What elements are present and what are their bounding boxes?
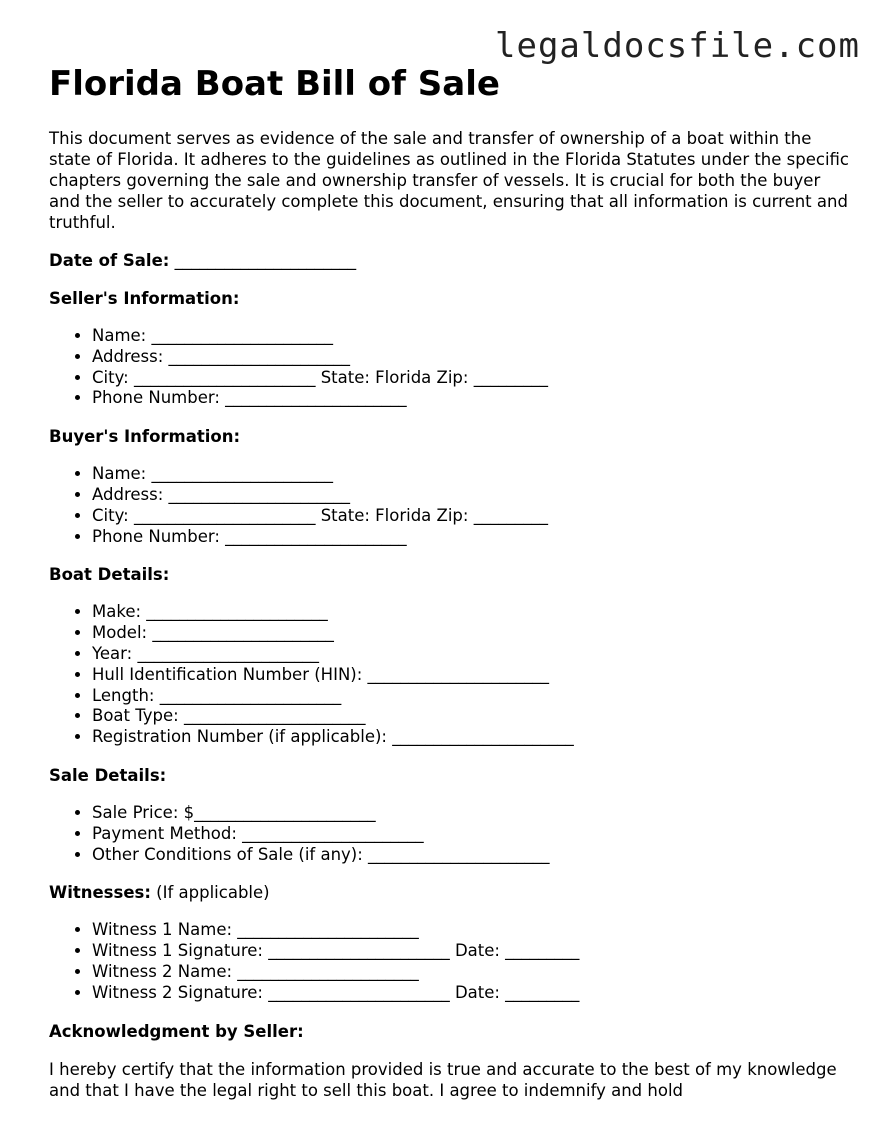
list-item: • Model: ______________________ [92, 623, 849, 644]
watermark: legaldocsfile.com [495, 26, 860, 66]
date-of-sale [49, 250, 849, 271]
list-item: • Payment Method: ______________________ [92, 824, 849, 845]
sale-list [49, 803, 849, 865]
buyer-list [49, 464, 849, 547]
witnesses-heading [49, 882, 849, 903]
list-item: • Boat Type: ______________________ [92, 706, 849, 727]
page-title: Florida Boat Bill of Sale [49, 64, 500, 104]
list-item: • City: ______________________ State: Florida Zip: _________ [92, 368, 849, 389]
document [49, 64, 849, 1101]
witnesses-note: (If applicable) [150, 883, 270, 903]
list-item: • Hull Identification Number (HIN): ______________________ [92, 665, 849, 686]
list-item: • Year: ______________________ [92, 644, 849, 665]
intro-paragraph: This document serves as evidence of the sale and transfer of ownership of a boat within the state of Florida. It adheres to the guidelines as outlined in the Florida Statutes under the specific chapters governing the sale and ownership transfer of vessels. It is crucial for both the buyer and the seller to accurately complete this document, ensuring that all information is current and truthful. [49, 129, 850, 232]
list-item: • Sale Price: $______________________ [92, 803, 849, 824]
list-item: • Make: ______________________ [92, 602, 849, 623]
list-item: • Phone Number: ______________________ [92, 388, 849, 409]
list-item: • Other Conditions of Sale (if any): ______________________ [92, 845, 849, 866]
list-item: • Address: ______________________ [92, 347, 849, 368]
list-item: • Witness 2 Name: ______________________ [92, 962, 849, 983]
witnesses-heading-label: Witnesses: [49, 883, 151, 903]
boat-heading: Boat Details: [49, 565, 170, 585]
date-of-sale-blank: ______________________ [169, 251, 357, 270]
list-item: • Witness 1 Name: ______________________ [92, 920, 849, 941]
list-item: • Name: ______________________ [92, 464, 849, 485]
buyer-heading: Buyer's Information: [49, 427, 241, 447]
list-item: • Name: ______________________ [92, 326, 849, 347]
acknowledgment-text: I hereby certify that the information provided is true and accurate to the best of my knowledge and that I have the legal right to sell this boat. I agree to indemnify and hold [49, 1059, 837, 1100]
list-item: • Phone Number: ______________________ [92, 527, 849, 548]
list-item: • Length: ______________________ [92, 686, 849, 707]
sale-heading: Sale Details: [49, 765, 167, 785]
list-item: • Registration Number (if applicable): ______________________ [92, 727, 849, 748]
boat-list [49, 602, 849, 748]
list-item: • Address: ______________________ [92, 485, 849, 506]
list-item: • City: ______________________ State: Florida Zip: _________ [92, 506, 849, 527]
list-item: • Witness 2 Signature: ______________________ Date: _________ [92, 983, 849, 1004]
seller-heading: Seller's Information: [49, 289, 240, 308]
acknowledgment-heading: Acknowledgment by Seller: [49, 1021, 304, 1041]
list-item: • Witness 1 Signature: ______________________ Date: _________ [92, 941, 849, 962]
witnesses-list [49, 920, 849, 1003]
seller-list [49, 326, 849, 409]
date-of-sale-label: Date of Sale: [49, 251, 170, 270]
